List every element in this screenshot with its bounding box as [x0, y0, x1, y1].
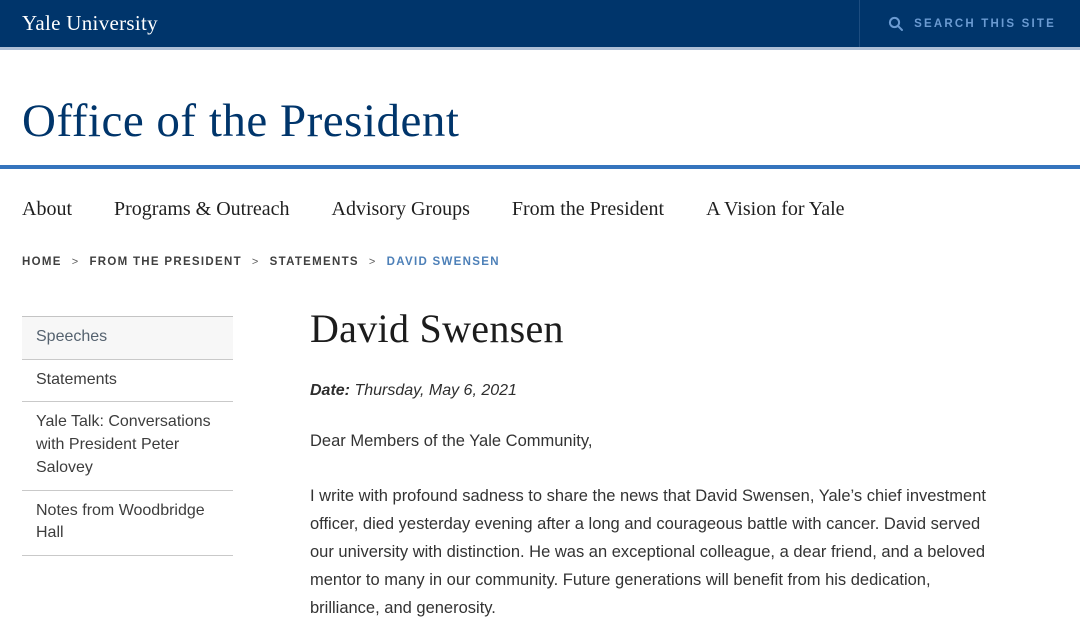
breadcrumb-home[interactable]: HOME	[22, 256, 62, 268]
search-icon	[888, 16, 904, 32]
article-body	[310, 427, 990, 622]
article-paragraph-main: I write with profound sadness to share the news that David Swensen, Yale’s chief investment officer, died yesterday evening after a long and courageous battle with cancer. David served our university with distinction. He was an exceptional colleague, a dear friend, and a beloved mentor to many in our community. Future generations will benefit from his dedication, brilliance, and generosity.	[310, 487, 986, 617]
nav-item-from-the-president[interactable]: From the President	[511, 198, 665, 220]
breadcrumb-separator: >	[71, 256, 80, 268]
article-date	[310, 382, 990, 400]
nav-item-vision-for-yale[interactable]: A Vision for Yale	[706, 198, 845, 220]
nav-item-programs-outreach[interactable]: Programs & Outreach	[114, 198, 290, 220]
top-bar	[0, 0, 1080, 50]
breadcrumb-statements[interactable]: STATEMENTS	[269, 256, 359, 268]
breadcrumb-separator: >	[368, 256, 377, 268]
nav-item-about[interactable]: About	[22, 198, 72, 220]
sidebar-item-statements[interactable]: Statements	[22, 360, 233, 403]
search-this-site-button[interactable]	[859, 0, 1080, 47]
content-area	[0, 306, 1080, 622]
article	[310, 305, 990, 622]
date-label: Date:	[310, 382, 351, 399]
breadcrumb	[0, 221, 1080, 268]
site-header	[0, 50, 1080, 148]
sidebar-item-speeches[interactable]: Speeches	[22, 317, 233, 360]
breadcrumb-from-the-president[interactable]: FROM THE PRESIDENT	[89, 256, 242, 268]
date-value: Thursday, May 6, 2021	[354, 382, 517, 399]
main-nav	[0, 169, 1080, 221]
article-paragraph-salutation: Dear Members of the Yale Community,	[310, 432, 593, 450]
sidebar-menu	[22, 316, 233, 556]
nav-item-advisory-groups[interactable]: Advisory Groups	[331, 198, 470, 220]
sidebar-item-notes-woodbridge[interactable]: Notes from Woodbridge Hall	[22, 491, 233, 556]
search-label: SEARCH THIS SITE	[914, 17, 1056, 30]
article-title: David Swensen	[310, 306, 564, 351]
breadcrumb-david-swensen[interactable]: DAVID SWENSEN	[386, 256, 500, 268]
site-title[interactable]: Office of the President	[22, 95, 460, 147]
sidebar-item-yale-talk[interactable]: Yale Talk: Conversations with President Peter Salovey	[22, 402, 233, 490]
yale-university-logo[interactable]: Yale University	[22, 11, 158, 35]
breadcrumb-separator: >	[251, 256, 260, 268]
